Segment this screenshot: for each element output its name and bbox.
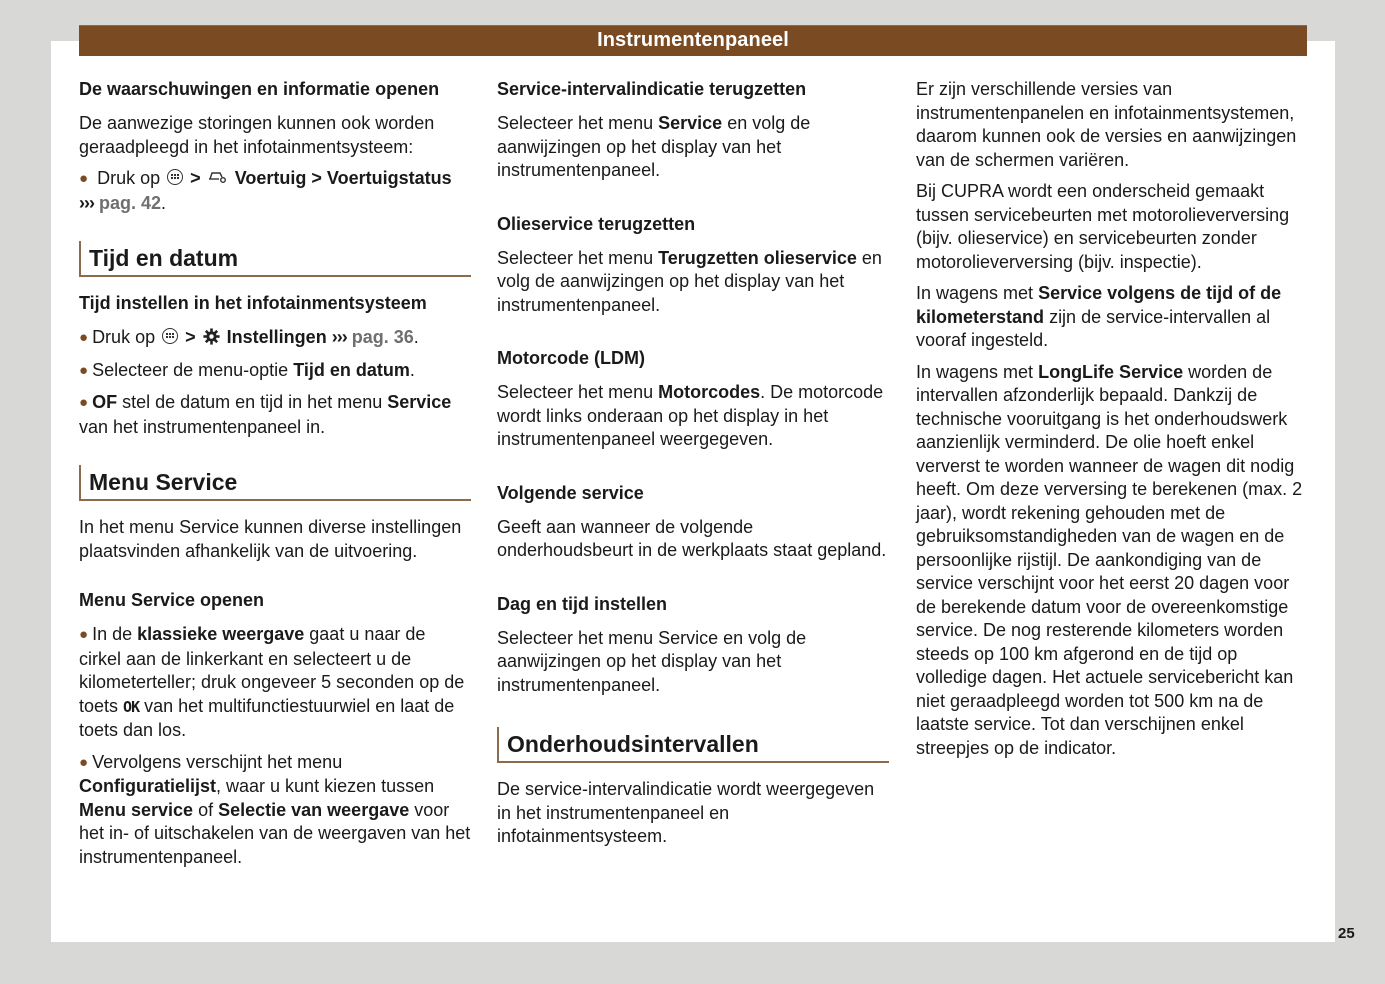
cupra-paragraph: Bij CUPRA wordt een onderscheid gemaakt tussen servicebeurten met motorolieverversing (bijv. olieservice) en servicebeurten zonder motorolieverversing (bijv. inspectie). — [916, 181, 1290, 272]
warnings-bullet: ● Druk op > Voertuig > Voertuigstatus ››› pag. 42. — [79, 168, 452, 213]
longlife-paragraph: In wagens met LongLife Service worden de intervallen afzonderlijk bepaald. Dankzij de technische vooruitgang is het onderhoudswerk aanzienlijk verminderd. De olie hoeft enkel ververst te worden wanneer de wagen dit nodig heeft. Om deze verversing te berekenen (max. 2 jaar), wordt rekening gehouden met de gebruiksomstandigheden van de wagen en de persoonlijke rijstijl. De aankondiging van de service verschijnt voor het eerst 20 dagen voor de berekende datum voor de overeenkomstige service. De nog resterende kilometers worden steeds op 100 km afgerond en de tijd op volledige dagen. Het actuele servicebericht kan niet geraadpleegd worden tot 500 km na de laatste service. Tot dan verschijnen enkel streepjes op de indicator. — [916, 361, 1303, 758]
time-bullet-3: ● OF stel de datum en tijd in het menu Service van het instrumentenpaneel in. — [79, 392, 452, 437]
motor-text: Selecteer het menu Motorcodes. De motorcode wordt links onderaan op het display in het instrumentenpaneel weergegeven. — [497, 382, 884, 449]
column-middle — [497, 78, 889, 857]
ok-key-icon: OK — [123, 697, 140, 716]
section-title-maintenance: Onderhoudsintervallen — [497, 727, 889, 763]
menu-service-text: In het menu Service kunnen diverse instellingen plaatsvinden afhankelijk van de uitvoering. — [79, 517, 462, 561]
motor-heading: Motorcode (LDM) — [497, 348, 645, 368]
sir-heading: Service-intervalindicatie terugzetten — [497, 79, 807, 99]
versions-paragraph: Er zijn verschillende versies van instrumentenpanelen en infotainmentsystemen, daarom kunnen ook de versies en aanwijzingen van de schermen variëren. — [916, 79, 1297, 170]
reference-arrows-icon: ››› — [331, 327, 347, 347]
menu-grid-icon — [162, 328, 178, 344]
section-title-menu-service: Menu Service — [79, 465, 471, 501]
menu-grid-icon — [167, 169, 183, 185]
warnings-heading: De waarschuwingen en informatie openen — [79, 79, 440, 99]
fixed-interval-paragraph: In wagens met Service volgens de tijd of de kilometerstand zijn de service-intervallen al vooraf ingesteld. — [916, 283, 1282, 350]
page-reference-link[interactable]: pag. 42 — [99, 192, 162, 213]
bullet-icon: ● — [79, 753, 89, 771]
time-subheading: Tijd instellen in het infotainmentsysteem — [79, 293, 427, 313]
column-right — [916, 78, 1308, 768]
menu-bullet-1: ● In de klassieke weergave gaat u naar de cirkel aan de linkerkant en selecteert u de kilometerteller; druk ongeveer 5 seconden op de toets OK van het multifunctiestuurwiel en laat de toets dan los. — [79, 624, 465, 740]
chapter-title: Instrumentenpaneel — [597, 29, 789, 51]
day-time-heading: Dag en tijd instellen — [497, 593, 668, 614]
warnings-text: De aanwezige storingen kunnen ook worden geraadpleegd in het infotainmentsysteem: — [79, 113, 435, 157]
reference-arrows-icon: ››› — [79, 192, 94, 213]
sir-text: Selecteer het menu Service en volg de aanwijzingen op het display van het instrumentenpaneel. — [497, 113, 811, 180]
bullet-icon: ● — [79, 626, 89, 643]
page-reference-link[interactable]: pag. 36 — [351, 327, 414, 347]
menu-open-heading: Menu Service openen — [79, 590, 265, 610]
column-left — [79, 78, 471, 877]
instellingen-menu: Instellingen — [226, 327, 327, 347]
time-bullet-1: ● Druk op > Instellingen ››› pag. 36. — [79, 327, 419, 347]
bullet-icon: ● — [79, 170, 89, 187]
day-time-text: Selecteer het menu Service en volg de aanwijzingen op het display van het instrumentenpaneel. — [497, 627, 807, 695]
page-number: 25 — [1338, 925, 1355, 942]
oil-text: Selecteer het menu Terugzetten olieservice en volg de aanwijzingen op het display van het instrumentenpaneel. — [497, 247, 882, 315]
bullet-icon: ● — [79, 361, 89, 379]
next-service-heading: Volgende service — [497, 482, 644, 503]
time-bullet-2: ● Selecteer de menu-optie Tijd en datum. — [79, 359, 415, 380]
section-title-time-date: Tijd en datum — [79, 241, 471, 277]
chapter-header-bar — [79, 25, 1307, 56]
bullet-icon: ● — [79, 394, 89, 411]
next-service-text: Geeft aan wanneer de volgende onderhoudsbeurt in de werkplaats staat gepland. — [497, 516, 887, 560]
menu-bullet-2: ● Vervolgens verschijnt het menu Configuratielijst, waar u kunt kiezen tussen Menu service of Selectie van weergave voor het in- of uitschakelen van de weergaven van het instrumentenpaneel. — [79, 751, 471, 867]
bullet-icon: ● — [79, 329, 89, 346]
gear-icon — [203, 328, 220, 345]
oil-heading: Olieservice terugzetten — [497, 213, 696, 234]
voertuig-menu: Voertuig — [234, 168, 307, 188]
car-settings-icon — [208, 170, 228, 184]
voertuigstatus-menu: Voertuigstatus — [326, 168, 452, 188]
maintenance-text: De service-intervalindicatie wordt weergegeven in het instrumentenpaneel en infotainmentsysteem. — [497, 779, 875, 846]
